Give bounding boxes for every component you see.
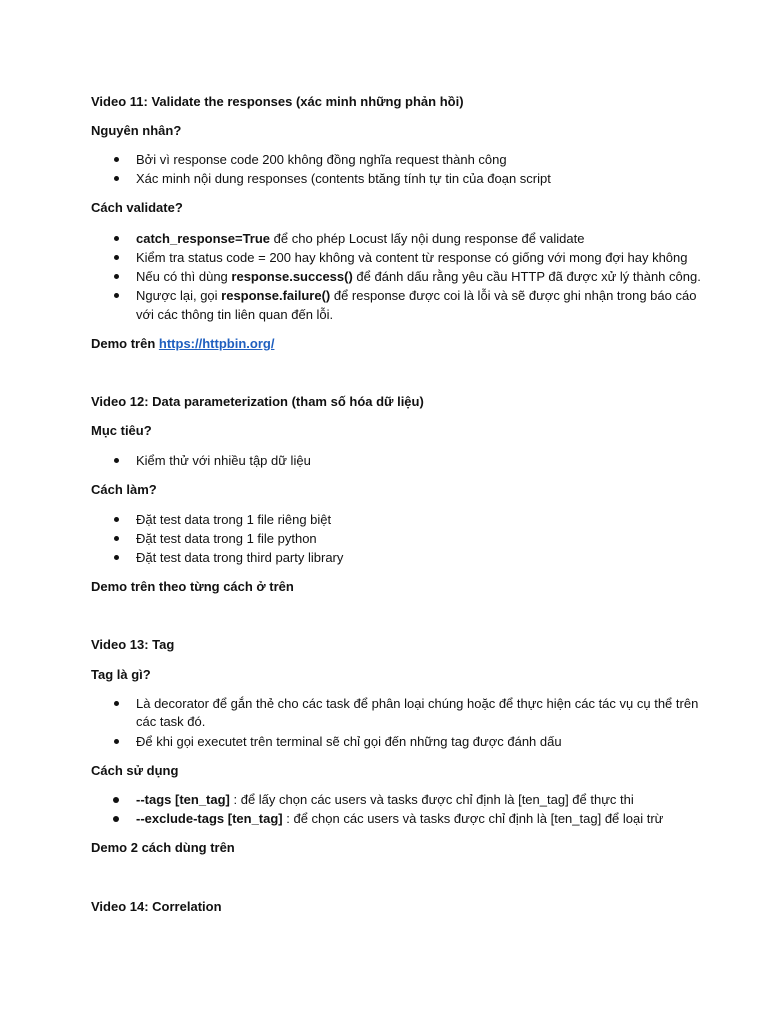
list-item: Kiểm thử với nhiều tập dữ liệu — [136, 453, 311, 468]
list-item-text: để đánh dấu rằng yêu cầu HTTP đã được xử lý thành công. — [352, 269, 701, 284]
how-heading: Cách làm? — [91, 482, 157, 497]
list-item-text: : để lấy chọn các users và tasks được chỉ định là [ten_tag] để thực thi — [229, 792, 634, 807]
list-item — [136, 269, 701, 285]
list-item: Đặt test data trong third party library — [136, 550, 344, 565]
bullet-icon — [113, 797, 119, 803]
code-text: --tags [ten_tag] — [136, 792, 230, 807]
bullet-icon — [114, 176, 119, 181]
list-item: Đặt test data trong 1 file riêng biệt — [136, 512, 332, 527]
list-item-continuation: với các thông tin liên quan đến lỗi. — [136, 307, 334, 322]
section-title-video-13: Video 13: Tag — [91, 637, 175, 652]
bullet-icon — [114, 293, 119, 298]
list-item: Là decorator để gắn thẻ cho các task để phân loại chúng hoặc để thực hiện các tác vụ cụ thể trên — [136, 696, 699, 711]
what-heading: Tag là gì? — [91, 667, 151, 682]
reason-heading: Nguyên nhân? — [91, 123, 182, 138]
list-item-continuation: các task đó. — [136, 714, 206, 729]
bullet-icon — [114, 739, 119, 744]
section-title-video-12: Video 12: Data parameterization (tham số hóa dữ liệu) — [91, 394, 424, 409]
bullet-icon — [114, 458, 119, 463]
demo-label: Demo trên — [91, 336, 159, 351]
list-item — [136, 811, 663, 827]
bullet-icon — [114, 536, 119, 541]
list-item: Kiểm tra status code = 200 hay không và content từ response có giống với mong đợi hay không — [136, 250, 688, 265]
demo-line: Demo trên theo từng cách ở trên — [91, 579, 294, 594]
list-item: Đặt test data trong 1 file python — [136, 531, 317, 546]
how-validate-heading: Cách validate? — [91, 200, 183, 215]
code-text: response.failure() — [221, 288, 331, 303]
section-title-video-11: Video 11: Validate the responses (xác minh những phản hồi) — [91, 94, 464, 109]
list-item-text: Nếu có thì dùng — [136, 269, 232, 284]
bullet-icon — [114, 555, 119, 560]
list-item-text: để cho phép Locust lấy nội dung response để validate — [270, 231, 585, 246]
list-item — [136, 231, 584, 247]
demo-line — [91, 336, 274, 352]
list-item-text: Ngược lại, gọi — [136, 288, 222, 303]
bullet-icon — [114, 255, 119, 260]
list-item — [136, 792, 634, 808]
list-item: Xác minh nội dung responses (contents btăng tính tự tin của đoạn script — [136, 171, 551, 186]
bullet-icon — [114, 157, 119, 162]
demo-line: Demo 2 cách dùng trên — [91, 840, 235, 855]
bullet-icon — [114, 701, 119, 706]
list-item: Để khi gọi executet trên terminal sẽ chỉ gọi đến những tag được đánh dấu — [136, 734, 562, 749]
section-title-video-14: Video 14: Correlation — [91, 899, 222, 914]
bullet-icon — [114, 274, 119, 279]
code-text: catch_response=True — [136, 231, 271, 246]
list-item-text: : để chọn các users và tasks được chỉ định là [ten_tag] để loại trừ — [282, 811, 664, 826]
bullet-icon — [113, 816, 119, 822]
httpbin-link[interactable]: https://httpbin.org/ — [158, 336, 275, 351]
goal-heading: Mục tiêu? — [91, 423, 152, 438]
bullet-icon — [114, 517, 119, 522]
list-item — [136, 288, 696, 304]
usage-heading: Cách sử dụng — [91, 763, 179, 778]
list-item: Bởi vì response code 200 không đồng nghĩa request thành công — [136, 152, 507, 167]
code-text: response.success() — [231, 269, 353, 284]
bullet-icon — [114, 236, 119, 241]
code-text: --exclude-tags [ten_tag] — [136, 811, 283, 826]
list-item-text: để response được coi là lỗi và sẽ được ghi nhận trong báo cáo — [330, 288, 697, 303]
